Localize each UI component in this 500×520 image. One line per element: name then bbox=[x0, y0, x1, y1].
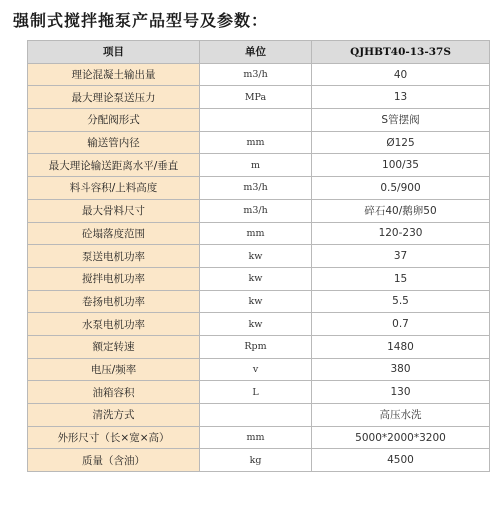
table-row bbox=[28, 63, 490, 86]
item-cell: 最大理论输送距离水平/垂直 bbox=[28, 154, 200, 177]
value-cell: 5.5 bbox=[312, 290, 490, 313]
table-header-row bbox=[28, 41, 490, 64]
table-row bbox=[28, 381, 490, 404]
item-cell: 清洗方式 bbox=[28, 404, 200, 427]
page-title: 强制式搅拌拖泵产品型号及参数： bbox=[13, 11, 269, 30]
value-cell: 1480 bbox=[312, 335, 490, 358]
value-cell: Ø125 bbox=[312, 131, 490, 154]
value-cell: 380 bbox=[312, 358, 490, 381]
table-row bbox=[28, 154, 490, 177]
table-row bbox=[28, 222, 490, 245]
table-row bbox=[28, 86, 490, 109]
item-cell: 砼塌落度范围 bbox=[28, 222, 200, 245]
item-cell: 理论混凝土输出量 bbox=[28, 63, 200, 86]
unit-cell: Rpm bbox=[200, 335, 312, 358]
table-row bbox=[28, 109, 490, 132]
table-row bbox=[28, 267, 490, 290]
unit-cell: m bbox=[200, 154, 312, 177]
column-header-unit: 单位 bbox=[200, 41, 312, 64]
value-cell: 碎石40/鹅卵50 bbox=[312, 199, 490, 222]
unit-cell: v bbox=[200, 358, 312, 381]
table-row bbox=[28, 313, 490, 336]
unit-cell: MPa bbox=[200, 86, 312, 109]
unit-cell: m3/h bbox=[200, 177, 312, 200]
value-cell: 15 bbox=[312, 267, 490, 290]
value-cell: 5000*2000*3200 bbox=[312, 426, 490, 449]
value-cell: 120-230 bbox=[312, 222, 490, 245]
item-cell: 水泵电机功率 bbox=[28, 313, 200, 336]
unit-cell: mm bbox=[200, 426, 312, 449]
unit-cell bbox=[200, 404, 312, 427]
unit-cell: m3/h bbox=[200, 63, 312, 86]
table-row bbox=[28, 199, 490, 222]
unit-cell: kw bbox=[200, 290, 312, 313]
column-header-item: 项目 bbox=[28, 41, 200, 64]
item-cell: 料斗容积/上料高度 bbox=[28, 177, 200, 200]
unit-cell: mm bbox=[200, 222, 312, 245]
value-cell: 13 bbox=[312, 86, 490, 109]
value-cell: S管摆阀 bbox=[312, 109, 490, 132]
table-row bbox=[28, 245, 490, 268]
value-cell: 高压水洗 bbox=[312, 404, 490, 427]
value-cell: 0.7 bbox=[312, 313, 490, 336]
value-cell: 130 bbox=[312, 381, 490, 404]
value-cell: 0.5/900 bbox=[312, 177, 490, 200]
column-header-model: QJHBT40-13-37S bbox=[312, 41, 490, 64]
unit-cell: mm bbox=[200, 131, 312, 154]
table-body bbox=[28, 63, 490, 471]
item-cell: 分配阀形式 bbox=[28, 109, 200, 132]
value-cell: 100/35 bbox=[312, 154, 490, 177]
value-cell: 40 bbox=[312, 63, 490, 86]
item-cell: 油箱容积 bbox=[28, 381, 200, 404]
unit-cell: L bbox=[200, 381, 312, 404]
item-cell: 搅拌电机功率 bbox=[28, 267, 200, 290]
item-cell: 最大理论泵送压力 bbox=[28, 86, 200, 109]
value-cell: 37 bbox=[312, 245, 490, 268]
item-cell: 电压/频率 bbox=[28, 358, 200, 381]
unit-cell: kg bbox=[200, 449, 312, 472]
table-row bbox=[28, 177, 490, 200]
table-row bbox=[28, 426, 490, 449]
unit-cell bbox=[200, 109, 312, 132]
item-cell: 最大骨料尺寸 bbox=[28, 199, 200, 222]
table-row bbox=[28, 404, 490, 427]
item-cell: 输送管内径 bbox=[28, 131, 200, 154]
spec-table bbox=[27, 40, 490, 472]
table-row bbox=[28, 131, 490, 154]
table-row bbox=[28, 290, 490, 313]
unit-cell: m3/h bbox=[200, 199, 312, 222]
unit-cell: kw bbox=[200, 245, 312, 268]
unit-cell: kw bbox=[200, 313, 312, 336]
item-cell: 卷扬电机功率 bbox=[28, 290, 200, 313]
table-row bbox=[28, 335, 490, 358]
item-cell: 泵送电机功率 bbox=[28, 245, 200, 268]
table-row bbox=[28, 358, 490, 381]
table-row bbox=[28, 449, 490, 472]
item-cell: 质量（含油） bbox=[28, 449, 200, 472]
unit-cell: kw bbox=[200, 267, 312, 290]
item-cell: 外形尺寸（长×宽×高） bbox=[28, 426, 200, 449]
item-cell: 额定转速 bbox=[28, 335, 200, 358]
value-cell: 4500 bbox=[312, 449, 490, 472]
